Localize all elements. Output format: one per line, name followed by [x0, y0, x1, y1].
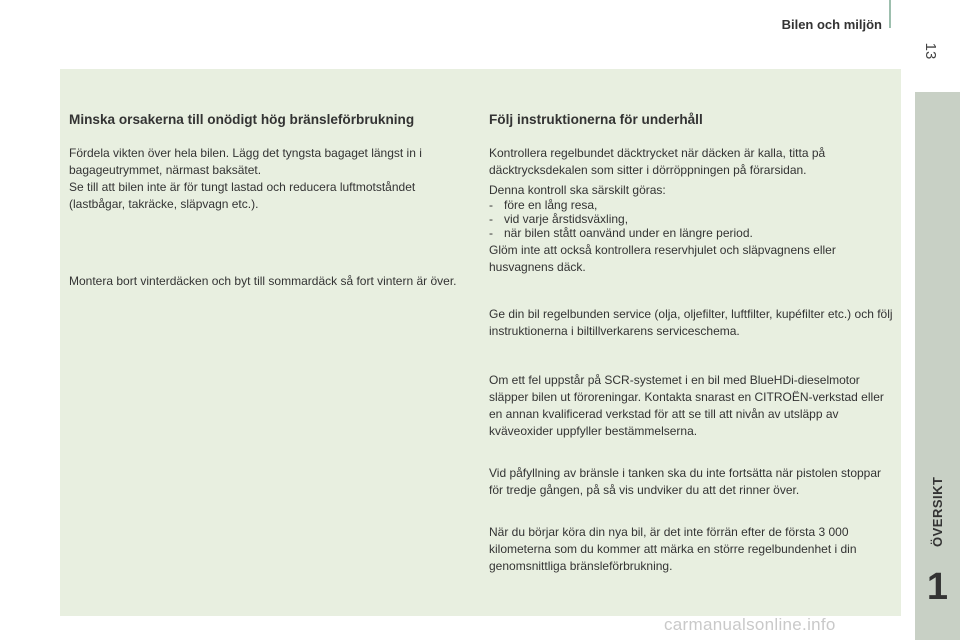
fuel-consumption-heading: Minska orsakerna till onödigt hög bränsleförbrukning — [69, 112, 415, 127]
special-check-intro: Denna kontroll ska särskilt göras: — [489, 183, 666, 197]
refuel-text: Vid påfyllning av bränsle i tanken ska du inte fortsätta när pistolen stoppar för tredje gången, på så vis undviker du att det rinner över. — [489, 466, 882, 497]
list-item: - före en lång resa, — [489, 198, 897, 212]
tire-pressure-text: Kontrollera regelbundet däcktrycket när däcken är kalla, titta på däcktrycksdekalen som sitter i dörröppningen på förarsidan. — [489, 146, 826, 177]
list-item: - när bilen stått oanvänd under en längre period. — [489, 226, 897, 240]
scr-system-text: Om ett fel uppstår på SCR-systemet i en bil med BlueHDi-dieselmotor släpper bilen ut föroreningar. Kontakta snarast en CITROËN-verkstad eller en annan kvalificerad verkstad för att se till att nivån av utsläpp av kväveoxider uppfyller bestämmelserna. — [489, 373, 884, 438]
chapter-tab-label: ÖVERSIKT — [930, 476, 945, 548]
watermark-text: carmanualsonline.info — [664, 615, 836, 634]
chapter-number: 1 — [926, 566, 949, 608]
chapter-side-tab[interactable] — [915, 92, 960, 640]
winter-tires-text: Montera bort vinterdäcken och byt till sommardäck så fort vintern är över. — [69, 274, 457, 288]
weight-distribution-text: Fördela vikten över hela bilen. Lägg det tyngsta bagaget längst in i bagageutrymmet, närmast baksätet. — [69, 146, 422, 177]
new-car-text: När du börjar köra din nya bil, är det inte förrän efter de första 3 000 kilometerna som du kommer att märka en större regelbundenhet i din genomsnittliga bränsleförbrukning. — [489, 525, 857, 573]
load-reduction-text: Se till att bilen inte är för tungt lastad och reducera luftmotståndet (lastbågar, takräcke, släpvagn etc.). — [69, 180, 416, 211]
list-item: - vid varje årstidsväxling, — [489, 212, 897, 226]
spare-wheel-text: Glöm inte att också kontrollera reservhjulet och släpvagnens eller husvagnens däck. — [489, 243, 836, 274]
content-panel — [60, 69, 901, 616]
maintenance-heading: Följ instruktionerna för underhåll — [489, 112, 703, 127]
header-divider — [889, 0, 891, 28]
page-number: 13 — [922, 42, 940, 60]
service-text: Ge din bil regelbunden service (olja, oljefilter, luftfilter, kupéfilter etc.) och följ instruktionerna i biltillverkarens serviceschema. — [489, 307, 893, 338]
section-title: Bilen och miljön — [781, 17, 882, 32]
special-check-list — [489, 198, 897, 240]
